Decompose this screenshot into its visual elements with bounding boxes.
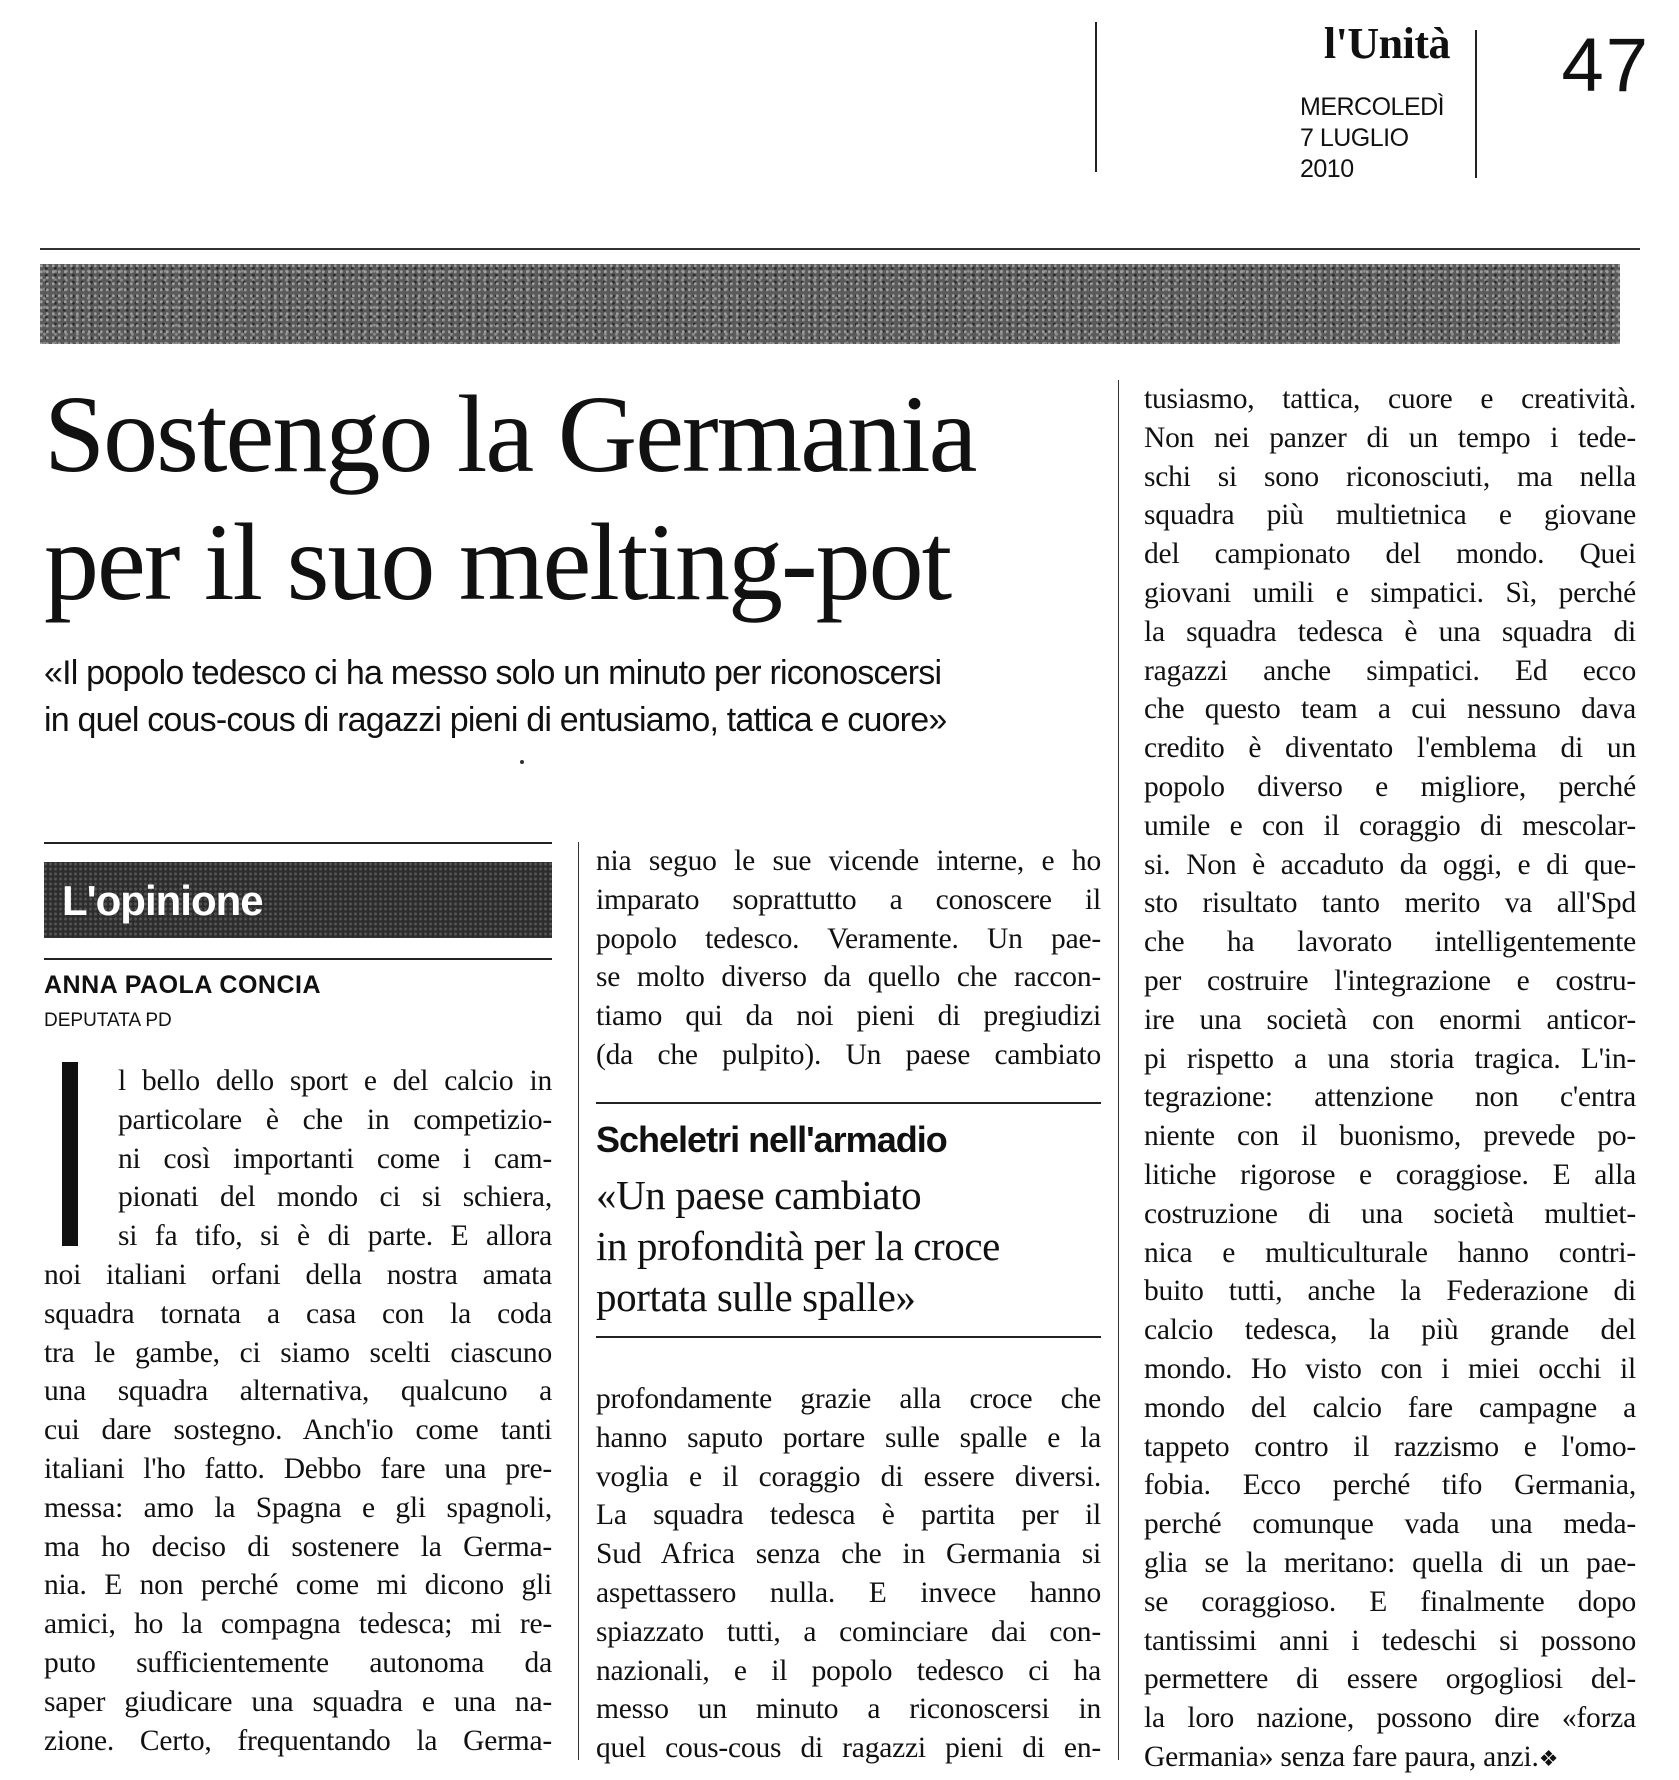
body-line: hanno saputo portare sulle spalle e la <box>596 1421 1101 1454</box>
callout-quote-line: in profondità per la croce <box>596 1223 1000 1269</box>
body-line: italiani l'ho fatto. Debbo fare una pre- <box>44 1452 552 1485</box>
body-line: profondamente grazie alla croce che <box>596 1383 1101 1415</box>
callout-rule-bottom <box>596 1336 1101 1338</box>
body-line: giovani umili e simpatici. Sì, perché <box>1144 576 1636 609</box>
body-line: imparato soprattutto a conoscere il <box>596 883 1101 916</box>
body-line: buito tutti, anche la Federazione di <box>1144 1275 1636 1308</box>
header-rule <box>40 248 1640 250</box>
body-line: nazionali, e il popolo tedesco ci ha <box>596 1654 1101 1687</box>
subhead-line-2: in quel cous-cous di ragazzi pieni di entusiamo, tattica e cuore» <box>44 701 947 739</box>
decorative-texture-band <box>40 264 1620 344</box>
body-line: ragazzi anche simpatici. Ed ecco <box>1144 654 1636 687</box>
body-line: per costruire l'integrazione e costru- <box>1144 964 1636 997</box>
callout-quote-line: «Un paese cambiato <box>596 1172 922 1218</box>
body-line: Non nei panzer di un tempo i tede- <box>1144 421 1636 454</box>
body-line: popolo diverso e migliore, perché <box>1144 770 1636 803</box>
body-line: la squadra tedesca è una squadra di <box>1144 615 1636 648</box>
callout-quote <box>596 1170 1101 1323</box>
body-line: che questo team a cui nessuno dava <box>1144 693 1636 726</box>
callout-kicker: Scheletri nell'armadio <box>596 1119 947 1160</box>
body-line: del campionato del mondo. Quei <box>1144 538 1636 571</box>
body-line: ma ho deciso di sostenere la Germa- <box>44 1530 552 1563</box>
body-line: messa: amo la Spagna e gli spagnoli, <box>44 1491 552 1524</box>
body-line: voglia e il coraggio di essere diversi. <box>596 1460 1101 1493</box>
section-rule-top <box>44 842 552 844</box>
body-line: particolare è che in competizio- <box>118 1103 552 1136</box>
dateline-year: 2010 <box>1300 155 1354 183</box>
section-tag-label: L'opinione <box>62 877 263 924</box>
body-line: permettere di essere orgogliosi del- <box>1144 1663 1636 1696</box>
body-line: l bello dello sport e del calcio in <box>118 1065 552 1097</box>
headline-line-1: Sostengo la Germania <box>44 373 976 495</box>
body-line: zione. Certo, frequentando la Germa- <box>44 1724 552 1757</box>
callout-rule-top <box>596 1102 1101 1104</box>
body-line: ni così importanti come i cam- <box>118 1142 552 1175</box>
body-line: tegrazione: attenzione non c'entra <box>1144 1081 1636 1114</box>
body-line: popolo tedesco. Veramente. Un pae- <box>596 922 1101 955</box>
body-line-final <box>1144 1738 1636 1780</box>
article-headline <box>44 370 1114 626</box>
body-line: squadra tornata a casa con la coda <box>44 1297 552 1330</box>
body-middle-bottom <box>596 1380 1101 1768</box>
body-line: nia seguo le sue vicende interne, e ho <box>596 845 1101 877</box>
body-line: squadra più multietnica e giovane <box>1144 499 1636 532</box>
body-line: si. Non è accaduto da oggi, e di que- <box>1144 848 1636 881</box>
author-role: DEPUTATA PD <box>44 1010 172 1031</box>
body-line: quel cous-cous di ragazzi pieni di en- <box>596 1732 1101 1765</box>
body-line: noi italiani orfani della nostra amata <box>44 1259 552 1291</box>
body-line: tappeto contro il razzismo e l'omo- <box>1144 1430 1636 1463</box>
body-line: pionati del mondo ci si schiera, <box>118 1181 552 1214</box>
body-line: costruzione di una società multiet- <box>1144 1197 1636 1230</box>
body-line: credito è diventato l'emblema di un <box>1144 732 1636 765</box>
callout-quote-line: portata sulle spalle» <box>596 1274 916 1320</box>
dateline <box>1300 92 1460 185</box>
body-line: se molto diverso da quello che raccon- <box>596 961 1101 994</box>
body-left-indented <box>118 1062 552 1256</box>
body-line: saper giudicare una squadra e una na- <box>44 1685 552 1718</box>
body-line: cui dare sostegno. Anch'io come tanti <box>44 1414 552 1447</box>
author-name: ANNA PAOLA CONCIA <box>44 971 322 999</box>
body-line: (da che pulpito). Un paese cambiato <box>596 1038 1101 1071</box>
body-line: nia. E non perché come mi dicono gli <box>44 1569 552 1602</box>
body-line: calcio tedesca, la più grande del <box>1144 1314 1636 1347</box>
print-speck <box>520 760 524 764</box>
body-line: tantissimi anni i tedeschi si possono <box>1144 1624 1636 1657</box>
body-line: puto sufficientemente autonoma da <box>44 1646 552 1679</box>
body-line: amici, ho la compagna tedesca; mi re- <box>44 1608 552 1641</box>
body-line: messo un minuto a riconoscersi in <box>596 1693 1101 1726</box>
body-line: sto risultato tanto merito va all'Spd <box>1144 887 1636 920</box>
headline-line-2: per il suo melting-pot <box>44 501 951 623</box>
body-line: si fa tifo, si è di parte. E allora <box>118 1220 552 1253</box>
subhead-line-1: «Il popolo tedesco ci ha messo solo un minuto per riconoscersi <box>44 654 942 692</box>
dateline-day-month: 7 LUGLIO <box>1300 124 1409 152</box>
body-line: umile e con il coraggio di mescolar- <box>1144 809 1636 842</box>
byline-rule <box>44 958 552 960</box>
masthead-divider-right <box>1475 30 1477 178</box>
newspaper-masthead: l'Unità <box>1323 19 1450 68</box>
body-line: aspettassero nulla. E invece hanno <box>596 1576 1101 1609</box>
body-line: La squadra tedesca è partita per il <box>596 1499 1101 1532</box>
body-line: perché comunque vada una meda- <box>1144 1508 1636 1541</box>
body-line: tusiasmo, tattica, cuore e creatività. <box>1144 383 1636 415</box>
body-line: ire una società con enormi anticor- <box>1144 1003 1636 1036</box>
column-rule-middle <box>578 842 579 1760</box>
body-line: nica e multiculturale hanno contri- <box>1144 1236 1636 1269</box>
body-line: fobia. Ecco perché tifo Germania, <box>1144 1469 1636 1502</box>
body-line: glia se la meritano: quella di un pae- <box>1144 1546 1636 1579</box>
final-sentence: Germania» senza fare paura, anzi. <box>1144 1740 1539 1773</box>
body-line: spiazzato tutti, a cominciare dai con- <box>596 1615 1101 1648</box>
article-subhead <box>44 650 1114 744</box>
page-number: 47 <box>1561 23 1650 108</box>
drop-cap-i <box>62 1062 78 1246</box>
column-rule-right <box>1118 380 1119 1760</box>
body-line: mondo del calcio fare campagne a <box>1144 1391 1636 1424</box>
body-middle-top <box>596 842 1101 1075</box>
body-line: una squadra alternativa, qualcuno a <box>44 1375 552 1408</box>
body-line: mondo. Ho visto con i miei occhi il <box>1144 1352 1636 1385</box>
body-line: che ha lavorato intelligentemente <box>1144 926 1636 959</box>
body-line: niente con il buonismo, prevede po- <box>1144 1120 1636 1153</box>
body-line: Sud Africa senza che in Germania si <box>596 1538 1101 1571</box>
body-line: pi rispetto a una storia tragica. L'in- <box>1144 1042 1636 1075</box>
end-of-article-icon: ❖ <box>1538 1746 1559 1772</box>
masthead-divider-left <box>1095 22 1097 172</box>
body-line: schi si sono riconosciuti, ma nella <box>1144 460 1636 493</box>
body-left <box>44 1256 552 1760</box>
body-line: tra le gambe, ci siamo scelti ciascuno <box>44 1336 552 1369</box>
body-line: se coraggioso. E finalmente dopo <box>1144 1585 1636 1618</box>
body-line: la loro nazione, possono dire «forza <box>1144 1702 1636 1735</box>
body-line: litiche rigorose e coraggiose. E alla <box>1144 1158 1636 1191</box>
body-line: tiamo qui da noi pieni di pregiudizi <box>596 1000 1101 1033</box>
body-right <box>1144 380 1636 1780</box>
dateline-weekday: MERCOLEDÌ <box>1300 93 1445 121</box>
